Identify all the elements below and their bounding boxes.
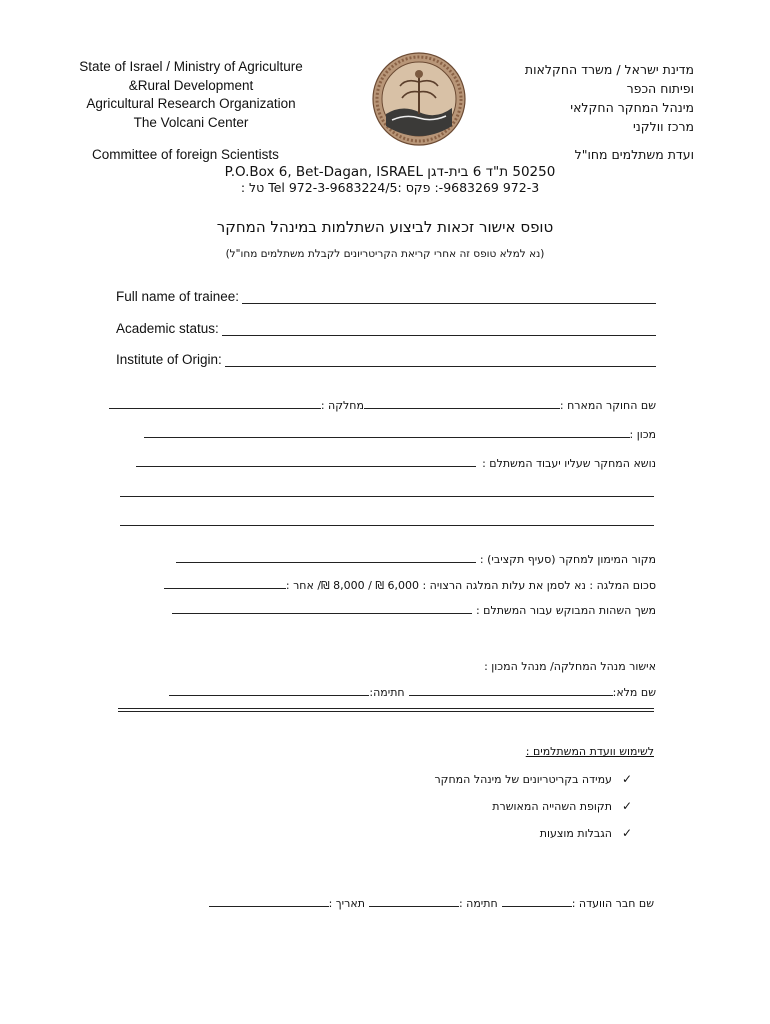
approver-signature-label: חתימה: [369, 686, 405, 699]
committee-member-line[interactable] [502, 896, 572, 907]
stay-duration-label: משך השהות המבוקש עבור המשתלם : [475, 604, 656, 617]
full-name-label: Full name of trainee: [116, 289, 240, 304]
header-en-line: The Volcani Center [133, 114, 249, 130]
funding-source-line[interactable] [176, 552, 476, 563]
header-he-line: ופיתוח הכפר [626, 81, 694, 96]
host-researcher-label: שם החוקר המארח : [559, 399, 656, 412]
approval-label: אישור מנהל המחלקה/ מנהל המכון : [484, 660, 656, 673]
approval-row [484, 660, 656, 673]
stay-duration-row [172, 603, 656, 617]
header-en-line: Agricultural Research Organization [86, 96, 296, 111]
academic-status-label: Academic status: [116, 321, 219, 336]
check-item [492, 799, 632, 813]
form-subtitle: (נא למלא טופס זה אחרי קריאת הקריטריונים לקבלת משתלמים מחו"ל) [225, 248, 545, 260]
form-title: טופס אישור זכאות לביצוע השתלמות במינהל המחקר [216, 218, 554, 236]
checkmark-icon: ✓ [621, 799, 632, 813]
committee-member-label: שם חבר הוועדה : [571, 897, 654, 910]
header-en-line: &Rural Development [128, 77, 254, 93]
check-item [540, 826, 632, 840]
research-topic-row [136, 456, 656, 470]
approver-signature-line[interactable] [169, 685, 369, 696]
header-he-line: מרכז וולקני [632, 119, 694, 134]
check-item-label: תקופת השהייה המאושרת [492, 799, 612, 813]
address-block [150, 165, 630, 195]
research-topic-label: נושא המחקר שעליו יעבוד המשתלם : [482, 457, 656, 470]
committee-title-he: ועדת משתלמים מחו"ל [574, 147, 694, 162]
grant-amount-line[interactable] [164, 578, 286, 589]
check-item [434, 772, 632, 786]
institute-origin-label: Institute of Origin: [116, 352, 222, 367]
research-topic-line-3[interactable] [120, 525, 654, 526]
check-item-label: הגבלות מוצעות [539, 826, 612, 840]
stay-duration-line[interactable] [172, 603, 472, 614]
committee-signature-line[interactable] [369, 896, 459, 907]
header-hebrew [474, 60, 694, 136]
phone-fax-line: 972-3 9683269-: פקס :Tel 972-3-9683224/5 טל : [240, 180, 540, 195]
committee-use-heading: לשימוש וועדת המשתלמים : [525, 745, 654, 758]
academic-status-field[interactable] [116, 321, 656, 336]
research-topic-line-2[interactable] [120, 496, 654, 497]
academic-status-line[interactable] [222, 323, 656, 336]
approver-row [169, 685, 656, 699]
grant-amount-row [164, 578, 656, 592]
funding-source-row [176, 552, 656, 566]
header-en-line: State of Israel / Ministry of Agriculture [79, 59, 303, 74]
institute-label-he: מכון : [629, 428, 656, 441]
funding-source-label: מקור המימון למחקר (סעיף תקציבי) : [479, 553, 656, 566]
approver-name-line[interactable] [409, 685, 613, 696]
section-divider [118, 708, 654, 712]
full-name-line[interactable] [242, 291, 656, 304]
committee-member-row [209, 896, 654, 910]
full-name-field[interactable] [116, 289, 656, 304]
header-he-line: מינהל המחקר החקלאי [570, 100, 694, 115]
grant-amount-label: סכום המלגה : נא לסמן את עלות המלגה הרצויה : 6,000 ₪ / 8,000 ₪/ אחר : [285, 579, 656, 592]
checkmark-icon: ✓ [621, 772, 632, 786]
header-english [60, 58, 322, 132]
department-label: מחלקה : [320, 399, 364, 412]
department-line[interactable] [109, 398, 321, 409]
host-researcher-row [109, 398, 656, 412]
volcani-seal-emblem [372, 52, 466, 146]
header-he-line: מדינת ישראל / משרד החקלאות [524, 62, 694, 77]
committee-title-en: Committee of foreign Scientists [92, 147, 279, 162]
committee-date-label: תאריך : [328, 897, 365, 910]
institute-origin-line[interactable] [225, 354, 656, 367]
institute-line-he[interactable] [144, 427, 630, 438]
research-topic-line[interactable] [136, 456, 476, 467]
address-line: 50250 ת"ד 6 בית-דגן P.O.Box 6, Bet-Dagan, ISRAEL [224, 164, 556, 180]
committee-signature-label: חתימה : [458, 897, 498, 910]
check-item-label: עמידה בקריטריונים של מינהל המחקר [434, 772, 612, 786]
approver-name-label: שם מלא: [612, 686, 656, 699]
committee-date-line[interactable] [209, 896, 329, 907]
checkmark-icon: ✓ [621, 826, 632, 840]
institute-row [144, 427, 657, 441]
institute-origin-field[interactable] [116, 352, 656, 367]
host-researcher-line[interactable] [364, 398, 560, 409]
